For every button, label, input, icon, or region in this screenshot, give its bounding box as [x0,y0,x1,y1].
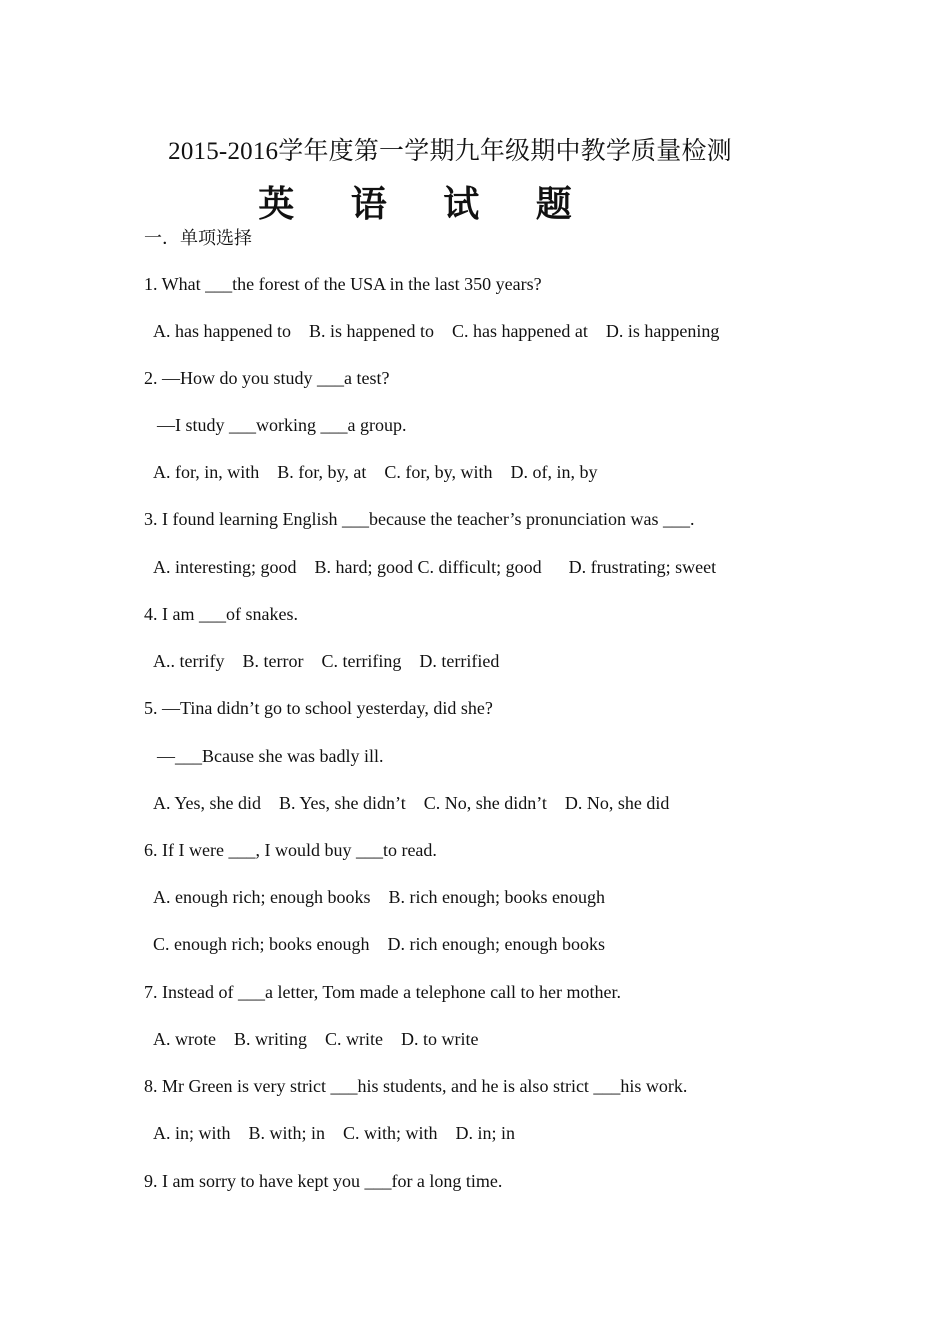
question-4-options: A.. terrify B. terror C. terrifing D. terrified [153,651,500,671]
question-2-options: A. for, in, with B. for, by, at C. for, by, with D. of, in, by [153,462,598,482]
question-6-options: C. enough rich; books enough D. rich enough; enough books [153,934,605,954]
question-6: 6. If I were ___, I would buy ___to read. [144,840,437,860]
question-2-dialog: —I study ___working ___a group. [157,415,407,435]
question-6-options: A. enough rich; enough books B. rich enough; books enough [153,887,605,907]
question-5-dialog: —___Bcause she was badly ill. [157,746,384,766]
exam-title: 2015-2016学年度第一学期九年级期中教学质量检测 [168,138,732,165]
question-3-options: A. interesting; good B. hard; good C. difficult; good D. frustrating; sweet [153,557,717,577]
question-4: 4. I am ___of snakes. [144,604,298,624]
question-8: 8. Mr Green is very strict ___his students, and he is also strict ___his work. [144,1076,688,1096]
question-1-options: A. has happened to B. is happened to C. has happened at D. is happening [153,321,720,341]
question-1: 1. What ___the forest of the USA in the last 350 years? [144,274,542,294]
question-2: 2. —How do you study ___a test? [144,368,390,388]
question-7-options: A. wrote B. writing C. write D. to write [153,1029,479,1049]
question-5-options: A. Yes, she did B. Yes, she didn’t C. No, she didn’t D. No, she did [153,793,670,813]
section-heading: 一．单项选择 [144,228,252,249]
question-7: 7. Instead of ___a letter, Tom made a telephone call to her mother. [144,982,622,1002]
exam-subject-title: 英 语 试 题 [258,184,594,225]
question-8-options: A. in; with B. with; in C. with; with D. in; in [153,1123,516,1143]
question-9: 9. I am sorry to have kept you ___for a long time. [144,1171,503,1191]
question-5: 5. —Tina didn’t go to school yesterday, did she? [144,698,493,718]
question-3: 3. I found learning English ___because the teacher’s pronunciation was ___. [144,509,695,529]
